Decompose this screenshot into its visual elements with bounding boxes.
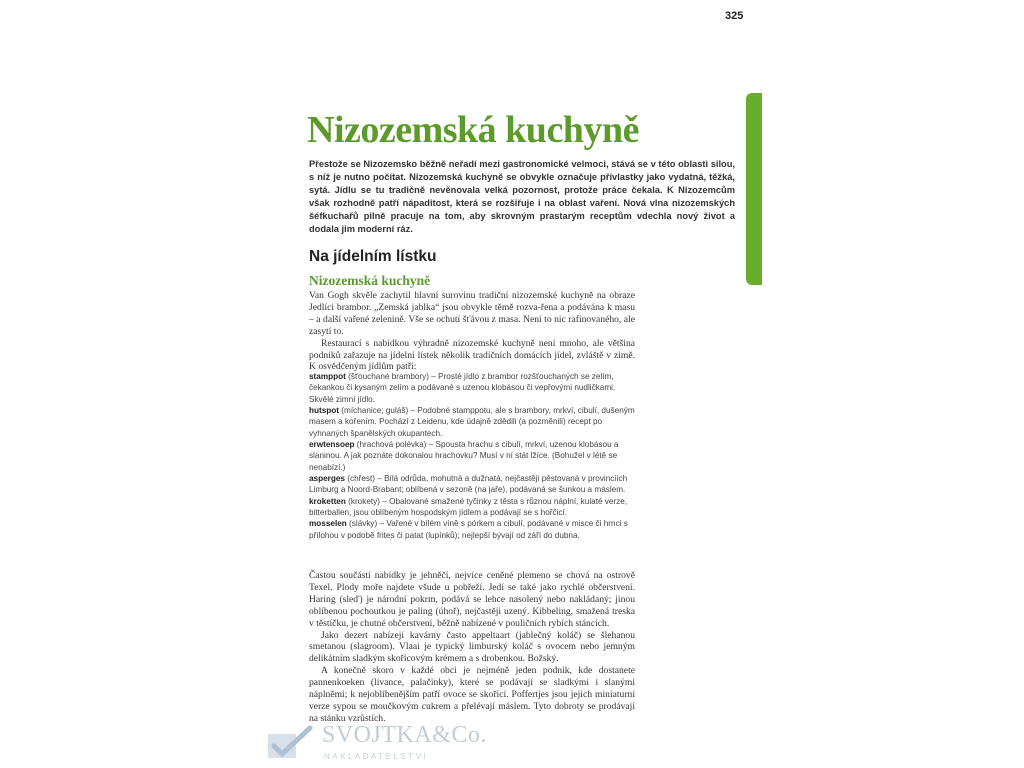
glossary-desc: (míchanice; guláš) – Podobné stamppotu, ale s brambory, mrkví, cibulí, dušeným masem a kořením. Pochází z Leidenu, kde údajně zdědili (a pozměnili) recept po vyhnaných španělských okupantech. (309, 406, 635, 438)
glossary-entry (309, 473, 635, 496)
glossary-term: hutspot (309, 406, 340, 416)
watermark-name: SVOJTKA&Co. (322, 722, 487, 748)
paragraph: Častou součástí nabídky je jehněčí, nejvíce ceněné plemeno se chová na ostrově Texel. Plody moře najdete všude u pobřeží. Jedí se také jako rychlé občerstvení. Haring (sleď) je národní pokrm, podává se lehce nasolený nebo nakládaný; jinou oblíbenou pochoutkou je paling (úhoř), nejčastěji uzený. Kibbeling, smažená treska v těstíčku, je chutné občerstvení, běžně nabízené v pouličních rybích stáncích. (309, 570, 635, 629)
page-number: 325 (725, 10, 744, 22)
glossary-term: kroketten (309, 496, 346, 506)
glossary-entry (309, 518, 635, 541)
chapter-tab (746, 93, 762, 285)
glossary-entry (309, 439, 635, 473)
paragraph: Restaurací s nabídkou výhradně nizozemské kuchyně není mnoho, ale většina podniků zařazuje na jídelní lístek několik tradičních domácích jídel, zvláště v zimě. K osvědčeným jídlům patří: (309, 337, 635, 373)
glossary-entry (309, 371, 635, 405)
glossary-desc: (šťouchané brambory) – Prosté jídlo z brambor rozšťouchaných se zelím, čekankou či kysaným zelím a podávané s uzenou klobásou či vepřovými nudličkami. Skvělé zimní jídlo. (309, 372, 616, 404)
glossary-term: mosselen (309, 519, 347, 529)
publisher-logo-icon (266, 724, 318, 760)
glossary-entry (309, 405, 635, 439)
subsection-heading: Nizozemská kuchyně (309, 273, 431, 288)
page-title: Nizozemská kuchyně (307, 109, 639, 151)
glossary-desc: (slávky) – Vařené v bílém víně s pórkem a cibulí, podávané v misce či hrnci s přílohou v podobě frites či patat (lupínků); nejlepší bývají od září do dubna. (309, 519, 628, 540)
body-text-top (309, 290, 635, 373)
body-text-bottom (309, 570, 635, 725)
glossary-entry (309, 496, 635, 519)
paragraph: A konečně skoro v každé obci je nejméně jeden podnik, kde dostanete pannenkoeken (lívance, palačinky), které se podávají se sladkými i slanými náplněmi; k nejoblíbenějším patří ovoce se skořicí. Poffertjes jsou jejich miniaturní verze sypou se moučkovým cukrem a přelévají máslem. Tyto dobroty se prodávají na stánku vzrůstích. (309, 665, 635, 724)
glossary-term: erwtensoep (309, 440, 355, 450)
glossary-desc: (hrachová polévka) – Spousta hrachu s cibulí, mrkví, uzenou klobásou a slaninou. A jak poznáte dokonalou hrachovku? Musí v ní stát lžíce. (Bohužel v létě se nenabízí.) (309, 440, 619, 472)
paragraph: Jako dezert nabízejí kavárny často appeltaart (jablečný koláč) se šlehanou smetanou (slagroom). Vlaai je typický limburský koláč s ovocem nebo jemným delikátním sladkým skořicovým krémem a s drobenkou. Božský. (309, 629, 635, 665)
glossary-desc: (krokety) – Obalované smažené tyčinky z těsta s různou náplní, kulaté verze, bitterballen, jsou oblíbeným hospodským jídlem a podávají se s hořčicí. (309, 496, 628, 518)
publisher-watermark (266, 722, 496, 766)
food-glossary (309, 371, 635, 541)
glossary-term: asperges (309, 474, 345, 484)
paragraph: Van Gogh skvěle zachytil hlavní surovinu tradiční nizozemské kuchyně na obraze Jedlíci brambor. „Zemská jablka“ jsou obvykle těmě rozva-řena a podávána k masu – a další vařené zelenině. Vše se ochutí šťávou z masa. Není to nic rafinovaného, ale zasytí to. (309, 290, 635, 337)
intro-paragraph: Přestože se Nizozemsko běžně neřadí mezi gastronomické velmoci, stává se v této oblasti silou, s níž je nutno počítat. Nizozemská kuchyně se obvykle označuje přívlastky jako vydatná, těžká, sytá. Jídlu se tu tradičně nevěnovala velká pozornost, protože práce čekala. K Nizozemcům však rozhodně patří nápaditost, která se rozšiřuje i na oblast vaření. Nová vlna nizozemských šéfkuchařů pilně pracuje na tom, aby skrovným prastarým receptům vdechla nový život a dodala jim moderní ráz. (309, 159, 735, 234)
watermark-subtitle: NAKLADATELSTVÍ (324, 752, 429, 761)
glossary-term: stamppot (309, 372, 346, 381)
glossary-desc: (chřest) – Bílá odrůda, mohutná a dužnatá, nejčastěji pěstovaná v provinciích Limburg a Noord-Brabant; oblíbená v sezoně (na jaře), podávaná se šunkou a máslem. (309, 474, 628, 495)
section-heading: Na jídelním lístku (309, 248, 437, 265)
